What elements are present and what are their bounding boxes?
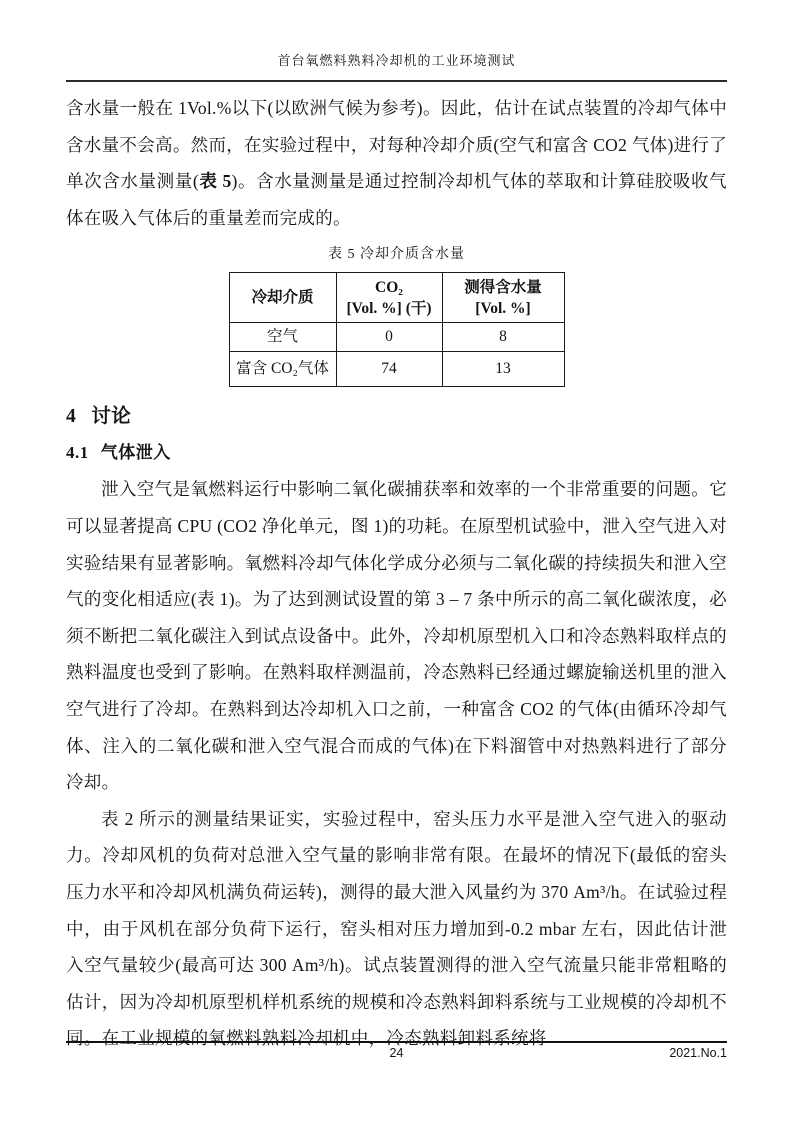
table5-cell-co2gas-co2: 74 (336, 352, 442, 387)
table5-header (229, 273, 564, 323)
footer-issue-label: 2021.No.1 (669, 1046, 727, 1060)
section-4-1-title: 气体泄入 (100, 443, 171, 463)
table5-cell-air-co2: 0 (336, 323, 442, 352)
table5-cooling-media-water-content (229, 272, 565, 387)
table5-header-cooling-medium-line1: 冷却介质 (251, 289, 314, 307)
running-head-title: 首台氧燃料熟料冷却机的工业环境测试 (66, 52, 727, 82)
table5-row-air (229, 323, 564, 352)
table5-header-measured-water-line1: 测得含水量 (464, 278, 542, 296)
section-4-1-number: 4.1 (66, 443, 89, 463)
footer-page-number: 24 (389, 1046, 404, 1060)
table5-header-measured-water (442, 273, 564, 323)
table5-reference-bold: 表 5 (199, 171, 232, 192)
table5-cell-air-medium: 空气 (229, 323, 336, 352)
table5-body (229, 323, 564, 387)
paragraph-water-content (66, 90, 727, 236)
section-4-heading (66, 404, 727, 430)
table5-header-co2-line1: CO₂ (375, 278, 403, 296)
table5-cell-co2gas-water: 13 (442, 352, 564, 387)
table5-header-measured-water-line2: [Vol. %] (475, 299, 531, 317)
table5-row-co2-rich-gas (229, 352, 564, 387)
paragraph-water-content-text-1: 含水量一般在 1Vol.%以下(以欧洲气候为参考)。因此，估计在试点装置的冷却气体中含水量不会高。然而，在实验过程中，对每种冷却介质(空气和富含 CO2 气体)进行了单次含水量测量( (66, 98, 727, 192)
table5-cell-co2gas-medium: 富含 CO₂气体 (229, 352, 336, 387)
section-4-title: 讨论 (91, 406, 132, 428)
table5-header-cooling-medium (229, 273, 336, 323)
footer (66, 1041, 727, 1063)
table5-header-row (229, 273, 564, 323)
paragraph-air-ingress-1: 泄入空气是氧燃料运行中影响二氧化碳捕获率和效率的一个非常重要的问题。它可以显著提高 CPU (CO2 净化单元，图 1)的功耗。在原型机试验中，泄入空气进入对实验结果有显著影响。氧燃料冷却气体化学成分必须与二氧化碳的持续损失和泄入空气的变化相适应(表 1)。为了达到测试设置的第 3 – 7 条中所示的高二氧化碳浓度，必须不断把二氧化碳注入到试点设备中。此外，冷却机原型机入口和冷态熟料取样点的熟料温度也受到了影响。在熟料取样测温前，冷态熟料已经通过螺旋输送机里的泄入空气进行了冷却。在熟料到达冷却机入口之前，一种富含 CO2 的气体(由循环冷却气体、注入的二氧化碳和泄入空气混合而成的气体)在下料溜管中对热熟料进行了部分冷却。 (66, 479, 727, 793)
section-4-number: 4 (66, 406, 77, 428)
section-4-1-heading (66, 441, 727, 465)
paragraph-water-content-text-2: )。含水量测量是通过控制冷却机气体的萃取和计算硅胶吸收气体在吸入气体后的重量差而完成的。 (66, 171, 727, 228)
table5-header-co2 (336, 273, 442, 323)
table5-cell-air-water: 8 (442, 323, 564, 352)
footer-row (66, 1043, 727, 1063)
table5-header-co2-line2: [Vol. %] (干) (346, 299, 432, 317)
paragraph-air-ingress-2: 表 2 所示的测量结果证实，实验过程中，窑头压力水平是泄入空气进入的驱动力。冷却风机的负荷对总泄入空气量的影响非常有限。在最坏的情况下(最低的窑头压力水平和冷却风机满负荷运转)，测得的最大泄入风量约为 370 Am³/h。在试验过程中，由于风机在部分负荷下运行，窑头相对压力增加到-0.2 mbar 左右，因此估计泄入空气量较少(最高可达 300 Am³/h)。试点装置测得的泄入空气流量只能非常粗略的估计，因为冷却机原型机样机系统的规模和冷态熟料卸料系统与工业规模的冷却机不同。在工业规模的氧燃料熟料冷却机中，冷态熟料卸料系统将 (66, 808, 727, 1049)
table5-caption: 表 5 冷却介质含水量 (328, 247, 465, 263)
